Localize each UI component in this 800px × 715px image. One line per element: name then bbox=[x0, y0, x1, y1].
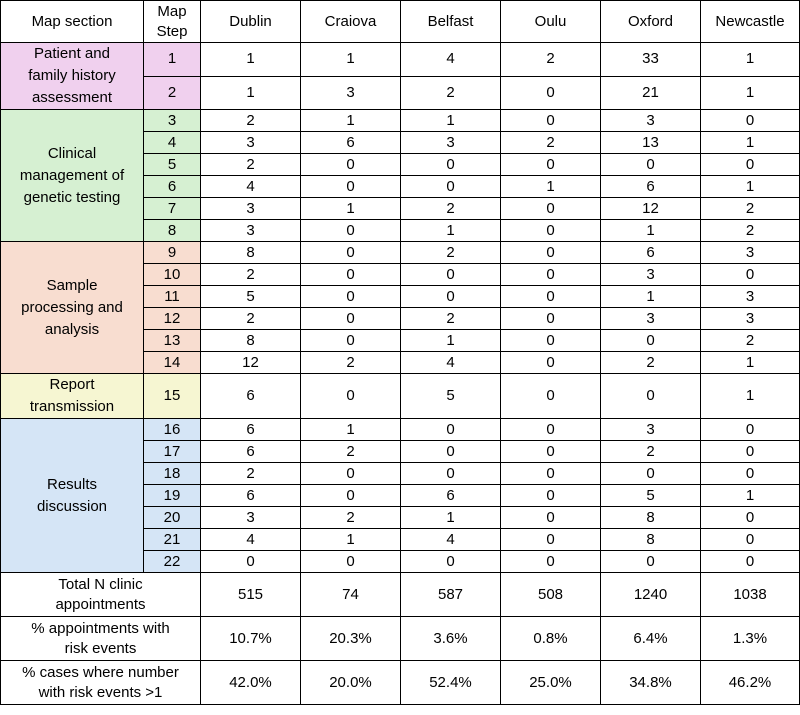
value-cell-dublin: 0 bbox=[201, 551, 301, 573]
value-cell-oxford: 0 bbox=[601, 463, 701, 485]
value-cell-oulu: 0 bbox=[501, 441, 601, 463]
value-cell-newcastle: 0 bbox=[701, 154, 800, 176]
value-cell-craiova: 0 bbox=[301, 551, 401, 573]
value-cell-oulu: 0 bbox=[501, 286, 601, 308]
value-cell-belfast: 2 bbox=[401, 242, 501, 264]
value-cell-newcastle: 3 bbox=[701, 286, 800, 308]
value-cell-belfast: 0 bbox=[401, 419, 501, 441]
value-cell-oxford: 1 bbox=[601, 286, 701, 308]
value-cell-oulu: 1 bbox=[501, 176, 601, 198]
value-cell-oxford: 0 bbox=[601, 551, 701, 573]
section-label-line: family history bbox=[28, 67, 116, 84]
value-cell-craiova: 0 bbox=[301, 264, 401, 286]
value-cell-oxford: 33 bbox=[601, 43, 701, 77]
value-cell-craiova: 6 bbox=[301, 132, 401, 154]
map-step-cell: 13 bbox=[144, 330, 201, 352]
value-cell-oxford: 21 bbox=[601, 76, 701, 110]
summary-row bbox=[1, 661, 800, 705]
value-cell-oxford: 0 bbox=[601, 330, 701, 352]
value-cell-oulu: 0 bbox=[501, 485, 601, 507]
value-cell-belfast: 0 bbox=[401, 264, 501, 286]
value-cell-oulu: 0 bbox=[501, 264, 601, 286]
value-cell-oulu: 0 bbox=[501, 110, 601, 132]
value-cell-newcastle: 1 bbox=[701, 176, 800, 198]
value-cell-belfast: 1 bbox=[401, 110, 501, 132]
value-cell-oxford: 13 bbox=[601, 132, 701, 154]
value-cell-craiova: 3 bbox=[301, 76, 401, 110]
value-cell-craiova: 0 bbox=[301, 308, 401, 330]
value-cell-oulu: 0 bbox=[501, 352, 601, 374]
value-cell-craiova: 2 bbox=[301, 441, 401, 463]
value-cell-newcastle: 1 bbox=[701, 43, 800, 77]
section-label-line: Clinical bbox=[47, 144, 97, 162]
section-label-line: Results bbox=[46, 475, 98, 493]
map-step-cell: 1 bbox=[144, 43, 201, 77]
value-cell-newcastle: 0 bbox=[701, 264, 800, 286]
value-cell-craiova: 2 bbox=[301, 507, 401, 529]
summary-value-belfast: 587 bbox=[401, 573, 501, 617]
summary-label-line: Total N clinic bbox=[58, 575, 143, 593]
value-cell-craiova: 0 bbox=[301, 485, 401, 507]
summary-value-newcastle: 46.2% bbox=[701, 661, 800, 705]
value-cell-oxford: 3 bbox=[601, 264, 701, 286]
header-map-step bbox=[144, 1, 201, 43]
value-cell-oulu: 0 bbox=[501, 551, 601, 573]
section-label-line: analysis bbox=[44, 320, 100, 338]
summary-value-oxford: 1240 bbox=[601, 573, 701, 617]
map-step-cell: 19 bbox=[144, 485, 201, 507]
map-step-cell: 2 bbox=[144, 76, 201, 110]
value-cell-dublin: 2 bbox=[201, 264, 301, 286]
map-step-cell: 11 bbox=[144, 286, 201, 308]
value-cell-dublin: 12 bbox=[201, 352, 301, 374]
header-site-craiova: Craiova bbox=[301, 1, 401, 43]
value-cell-belfast: 0 bbox=[401, 463, 501, 485]
value-cell-newcastle: 1 bbox=[701, 76, 800, 110]
summary-value-dublin: 515 bbox=[201, 573, 301, 617]
section-label-line: assessment bbox=[31, 89, 113, 106]
value-cell-newcastle: 3 bbox=[701, 242, 800, 264]
value-cell-belfast: 5 bbox=[401, 374, 501, 419]
value-cell-dublin: 6 bbox=[201, 374, 301, 419]
section-label bbox=[1, 419, 144, 573]
value-cell-craiova: 1 bbox=[301, 419, 401, 441]
map-step-cell: 17 bbox=[144, 441, 201, 463]
value-cell-oulu: 0 bbox=[501, 374, 601, 419]
value-cell-dublin: 5 bbox=[201, 286, 301, 308]
map-step-cell: 5 bbox=[144, 154, 201, 176]
section-label-line: discussion bbox=[36, 497, 108, 515]
value-cell-dublin: 4 bbox=[201, 529, 301, 551]
value-cell-belfast: 3 bbox=[401, 132, 501, 154]
value-cell-oulu: 0 bbox=[501, 507, 601, 529]
value-cell-belfast: 1 bbox=[401, 507, 501, 529]
map-step-cell: 8 bbox=[144, 220, 201, 242]
value-cell-newcastle: 3 bbox=[701, 308, 800, 330]
summary-value-oulu: 0.8% bbox=[501, 617, 601, 661]
value-cell-belfast: 0 bbox=[401, 551, 501, 573]
value-cell-dublin: 6 bbox=[201, 485, 301, 507]
value-cell-dublin: 3 bbox=[201, 507, 301, 529]
value-cell-oxford: 6 bbox=[601, 176, 701, 198]
value-cell-oulu: 0 bbox=[501, 419, 601, 441]
value-cell-newcastle: 0 bbox=[701, 551, 800, 573]
summary-value-dublin: 10.7% bbox=[201, 617, 301, 661]
header-site-newcastle: Newcastle bbox=[701, 1, 800, 43]
value-cell-dublin: 2 bbox=[201, 154, 301, 176]
value-cell-dublin: 1 bbox=[201, 76, 301, 110]
summary-value-newcastle: 1038 bbox=[701, 573, 800, 617]
value-cell-craiova: 1 bbox=[301, 43, 401, 77]
section-label-line: processing and bbox=[21, 298, 123, 316]
value-cell-oxford: 12 bbox=[601, 198, 701, 220]
value-cell-oulu: 0 bbox=[501, 220, 601, 242]
map-step-cell: 3 bbox=[144, 110, 201, 132]
map-step-cell: 7 bbox=[144, 198, 201, 220]
header-map-section: Map section bbox=[1, 1, 144, 43]
summary-value-belfast: 3.6% bbox=[401, 617, 501, 661]
value-cell-belfast: 1 bbox=[401, 330, 501, 352]
value-cell-craiova: 2 bbox=[301, 352, 401, 374]
value-cell-oulu: 0 bbox=[501, 198, 601, 220]
value-cell-belfast: 4 bbox=[401, 43, 501, 77]
map-step-cell: 12 bbox=[144, 308, 201, 330]
map-step-cell: 18 bbox=[144, 463, 201, 485]
table-row bbox=[1, 374, 800, 419]
value-cell-newcastle: 0 bbox=[701, 529, 800, 551]
value-cell-oulu: 2 bbox=[501, 132, 601, 154]
value-cell-dublin: 8 bbox=[201, 242, 301, 264]
summary-value-craiova: 20.3% bbox=[301, 617, 401, 661]
value-cell-craiova: 0 bbox=[301, 463, 401, 485]
value-cell-dublin: 4 bbox=[201, 176, 301, 198]
value-cell-newcastle: 1 bbox=[701, 132, 800, 154]
value-cell-belfast: 0 bbox=[401, 176, 501, 198]
section-label-line: Patient and bbox=[34, 45, 110, 62]
value-cell-dublin: 2 bbox=[201, 110, 301, 132]
value-cell-newcastle: 0 bbox=[701, 441, 800, 463]
value-cell-dublin: 3 bbox=[201, 132, 301, 154]
summary-row bbox=[1, 573, 800, 617]
value-cell-oxford: 2 bbox=[601, 441, 701, 463]
summary-label-line: appointments bbox=[55, 595, 146, 613]
summary-value-newcastle: 1.3% bbox=[701, 617, 800, 661]
value-cell-belfast: 0 bbox=[401, 441, 501, 463]
value-cell-craiova: 0 bbox=[301, 286, 401, 308]
value-cell-belfast: 1 bbox=[401, 220, 501, 242]
summary-value-oxford: 34.8% bbox=[601, 661, 701, 705]
value-cell-dublin: 3 bbox=[201, 198, 301, 220]
value-cell-newcastle: 1 bbox=[701, 374, 800, 419]
summary-value-oulu: 508 bbox=[501, 573, 601, 617]
value-cell-oxford: 0 bbox=[601, 374, 701, 419]
value-cell-belfast: 6 bbox=[401, 485, 501, 507]
value-cell-dublin: 2 bbox=[201, 308, 301, 330]
header-row bbox=[1, 1, 800, 43]
summary-label bbox=[1, 617, 201, 661]
value-cell-craiova: 0 bbox=[301, 330, 401, 352]
value-cell-craiova: 1 bbox=[301, 110, 401, 132]
value-cell-craiova: 0 bbox=[301, 374, 401, 419]
value-cell-belfast: 2 bbox=[401, 76, 501, 110]
value-cell-oxford: 2 bbox=[601, 352, 701, 374]
map-step-cell: 6 bbox=[144, 176, 201, 198]
section-label bbox=[1, 110, 144, 242]
value-cell-newcastle: 1 bbox=[701, 485, 800, 507]
summary-label-line: % cases where number bbox=[22, 663, 179, 681]
value-cell-newcastle: 2 bbox=[701, 198, 800, 220]
summary-label-line: % appointments with bbox=[31, 619, 170, 637]
map-step-cell: 14 bbox=[144, 352, 201, 374]
header-site-oulu: Oulu bbox=[501, 1, 601, 43]
value-cell-newcastle: 0 bbox=[701, 110, 800, 132]
section-label-line: management of bbox=[19, 166, 125, 184]
value-cell-oxford: 8 bbox=[601, 529, 701, 551]
value-cell-dublin: 3 bbox=[201, 220, 301, 242]
section-label bbox=[1, 242, 144, 374]
value-cell-dublin: 6 bbox=[201, 419, 301, 441]
value-cell-dublin: 8 bbox=[201, 330, 301, 352]
value-cell-belfast: 2 bbox=[401, 198, 501, 220]
table-body bbox=[1, 43, 800, 705]
map-step-cell: 22 bbox=[144, 551, 201, 573]
table-row bbox=[1, 242, 800, 264]
value-cell-oxford: 1 bbox=[601, 220, 701, 242]
summary-row bbox=[1, 617, 800, 661]
value-cell-oxford: 8 bbox=[601, 507, 701, 529]
summary-label bbox=[1, 661, 201, 705]
table-row bbox=[1, 419, 800, 441]
value-cell-newcastle: 0 bbox=[701, 463, 800, 485]
value-cell-newcastle: 1 bbox=[701, 352, 800, 374]
value-cell-craiova: 0 bbox=[301, 154, 401, 176]
value-cell-craiova: 1 bbox=[301, 529, 401, 551]
map-step-cell: 9 bbox=[144, 242, 201, 264]
value-cell-dublin: 6 bbox=[201, 441, 301, 463]
value-cell-oulu: 2 bbox=[501, 43, 601, 77]
section-label bbox=[1, 43, 144, 110]
value-cell-newcastle: 0 bbox=[701, 507, 800, 529]
value-cell-dublin: 2 bbox=[201, 463, 301, 485]
value-cell-oulu: 0 bbox=[501, 154, 601, 176]
value-cell-oxford: 3 bbox=[601, 308, 701, 330]
section-label bbox=[1, 374, 144, 419]
summary-value-craiova: 20.0% bbox=[301, 661, 401, 705]
value-cell-oulu: 0 bbox=[501, 529, 601, 551]
value-cell-craiova: 1 bbox=[301, 198, 401, 220]
value-cell-oxford: 5 bbox=[601, 485, 701, 507]
map-step-cell: 21 bbox=[144, 529, 201, 551]
map-step-cell: 20 bbox=[144, 507, 201, 529]
value-cell-craiova: 0 bbox=[301, 176, 401, 198]
value-cell-belfast: 0 bbox=[401, 154, 501, 176]
value-cell-newcastle: 0 bbox=[701, 419, 800, 441]
value-cell-oxford: 3 bbox=[601, 419, 701, 441]
header-site-oxford: Oxford bbox=[601, 1, 701, 43]
map-step-cell: 10 bbox=[144, 264, 201, 286]
value-cell-craiova: 0 bbox=[301, 242, 401, 264]
value-cell-oulu: 0 bbox=[501, 463, 601, 485]
value-cell-oulu: 0 bbox=[501, 308, 601, 330]
value-cell-newcastle: 2 bbox=[701, 220, 800, 242]
value-cell-oulu: 0 bbox=[501, 330, 601, 352]
table-row bbox=[1, 110, 800, 132]
summary-label bbox=[1, 573, 201, 617]
map-step-cell: 4 bbox=[144, 132, 201, 154]
summary-label-line: risk events bbox=[64, 639, 137, 657]
value-cell-oxford: 3 bbox=[601, 110, 701, 132]
section-label-line: Report bbox=[49, 376, 95, 393]
section-label-line: transmission bbox=[29, 398, 115, 415]
summary-value-belfast: 52.4% bbox=[401, 661, 501, 705]
value-cell-dublin: 1 bbox=[201, 43, 301, 77]
value-cell-newcastle: 2 bbox=[701, 330, 800, 352]
summary-value-oxford: 6.4% bbox=[601, 617, 701, 661]
value-cell-belfast: 4 bbox=[401, 529, 501, 551]
value-cell-belfast: 0 bbox=[401, 286, 501, 308]
header-map-step-line1: Map bbox=[157, 2, 187, 20]
value-cell-oxford: 6 bbox=[601, 242, 701, 264]
map-step-cell: 15 bbox=[144, 374, 201, 419]
value-cell-oulu: 0 bbox=[501, 76, 601, 110]
value-cell-craiova: 0 bbox=[301, 220, 401, 242]
header-site-dublin: Dublin bbox=[201, 1, 301, 43]
header-map-step-line2: Step bbox=[156, 22, 188, 40]
value-cell-oulu: 0 bbox=[501, 242, 601, 264]
value-cell-belfast: 2 bbox=[401, 308, 501, 330]
table-row bbox=[1, 43, 800, 77]
value-cell-oxford: 0 bbox=[601, 154, 701, 176]
section-label-line: genetic testing bbox=[23, 188, 121, 206]
header-site-belfast: Belfast bbox=[401, 1, 501, 43]
summary-label-line: with risk events >1 bbox=[38, 683, 163, 701]
value-cell-belfast: 4 bbox=[401, 352, 501, 374]
section-label-line: Sample bbox=[46, 276, 98, 294]
summary-value-craiova: 74 bbox=[301, 573, 401, 617]
map-step-cell: 16 bbox=[144, 419, 201, 441]
summary-value-dublin: 42.0% bbox=[201, 661, 301, 705]
summary-value-oulu: 25.0% bbox=[501, 661, 601, 705]
